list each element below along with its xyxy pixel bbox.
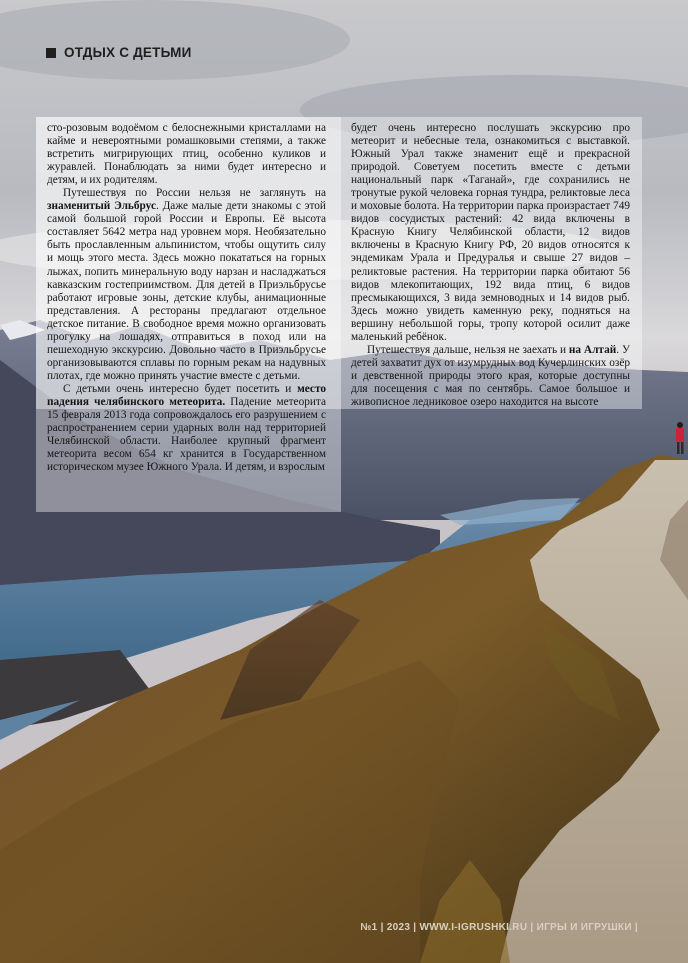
paragraph: будет очень интересно послушать экскурсию про метеорит и небесные тела, ознакомиться с выставкой. Южный Урал также знаменит ещё и прекрасной природой. Советуем посетить вместе с детьми национальный парк «Таганай», где сохранились не тронутые рукой человека горная тундра, реликтовые леса и моховые болота. На территории парка произрастает 749 видов сосудистых растений: 42 вида включены в Красную Книгу Челябинской области, 12 видов включены в Красную Книгу РФ, 20 видов относятся к эндемикам Урала и Предуралья и свыше 27 видов – реликтовые растения. На территории парка обитают 56 видов млекопитающих, 192 вида птиц, 6 видов пресмыкающихся, 3 вида земноводных и 14 видов рыб. Здесь можно увидеть каменную реку, подняться на вершину небольшой горы, тропу которой осилит даже маленький ребёнок.	[351, 122, 630, 343]
article-left-column	[47, 122, 326, 474]
paragraph-elbrus: Путешествуя по России нельзя не заглянуть на знаменитый Эльбрус. Даже малые дети знакомы с этой самой большой горой России и Европы. Её высота составляет 5642 метра над уровнем моря. Необязательно быть прославленным альпинистом, чтобы ощутить силу и мощь этого места. Здесь можно покататься на горных лыжах, попить минеральную воду нарзан и насладжаться кавказским гостеприимством. Для детей в Приэльбрусье работают игровые зоны, детские клубы, анимационные представления. А рестораны предлагают отдельное детское питание. В свободное время можно организовать прогулку на лошадях, отправиться в поход или на пешеходную экскурсию. Довольно часто в Приэльбрусье организовываются сплавы по горным рекам на надувных плотах, где можно принять участие вместе с детьми.	[47, 187, 326, 382]
paragraph: сто-розовым водоёмом с белоснежными кристаллами на кайме и невероятными ромашковыми степями, а также встретить мигрирующих птиц, особенно куликов и журавлей. Понаблюдать за ними будет интересно и детям, и их родителям.	[47, 122, 326, 187]
paragraph-meteorite: С детьми очень интересно будет посетить и место падения челябинского метеорита. Падение метеорита 15 февраля 2013 года сопровождалось его разрушением с распространением серии ударных волн над территорией Челябинской области. Наиболее крупный фрагмент метеорита весом 654 кг хранится в Государственном историческом музее Южного Урала. И детям, и взрослым	[47, 382, 327, 474]
page-footer: №1 | 2023 | WWW.I-IGRUSHKI.RU | ИГРЫ И ИГРУШКИ |	[360, 922, 638, 933]
section-header	[46, 45, 191, 60]
section-marker	[46, 48, 56, 58]
article-right-column	[351, 122, 630, 409]
paragraph-altai: Путешествуя дальше, нельзя не заехать и на Алтай. У детей захватит дух от изумрудных вод Кучерлинских озёр и девственной природы этого края, которые доступны для посещения с мая по сентябрь. Самое большое и живописное ледниковое озеро находится на высоте	[351, 343, 630, 408]
section-title: ОТДЫХ С ДЕТЬМИ	[64, 45, 192, 60]
